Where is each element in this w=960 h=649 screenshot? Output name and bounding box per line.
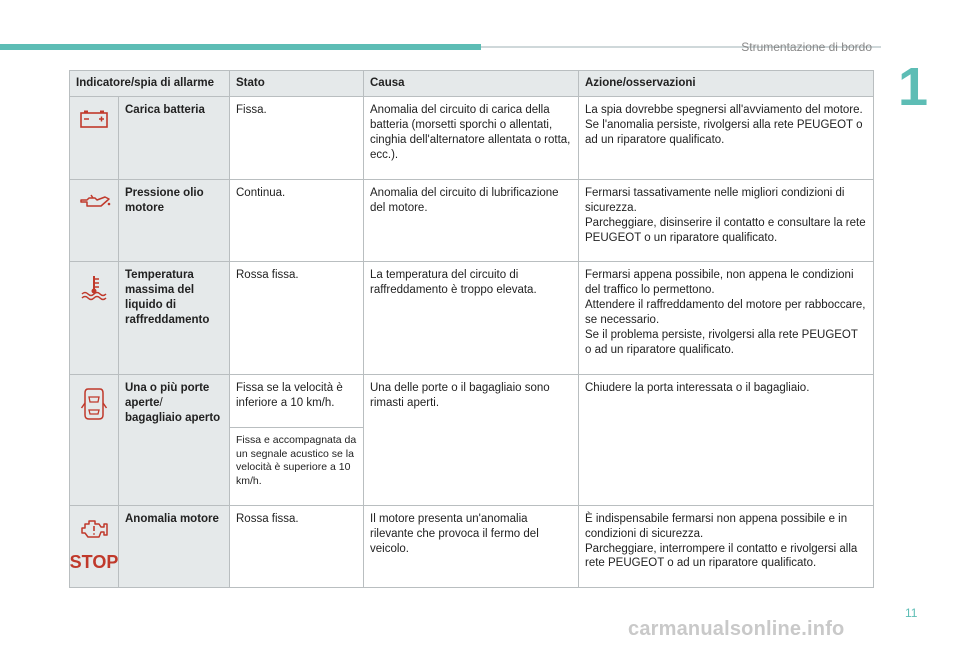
icon-cell bbox=[70, 262, 119, 375]
chapter-number: 1 bbox=[898, 57, 929, 117]
causa-cell: Anomalia del circuito di carica della batteria (morsetti sporchi o allentati, cinghia dell'alternatore allentata o rotta, ecc.). bbox=[364, 96, 579, 179]
table-row bbox=[70, 375, 874, 428]
stop-text: STOP bbox=[69, 551, 119, 572]
indicator-name: Carica batteria bbox=[119, 96, 230, 179]
azione-cell: È indispensabile fermarsi non appena possibile e in condizioni di sicurezza. Parcheggiare, interrompere il contatto e rivolgersi alla rete PEUGEOT o ad un riparatore qualificato. bbox=[579, 505, 874, 588]
open-door-icon bbox=[81, 387, 107, 421]
column-header-stato: Stato bbox=[230, 71, 364, 97]
causa-cell: Una delle porte o il bagagliaio sono rimasti aperti. bbox=[364, 375, 579, 506]
stato-cell: Rossa fissa. bbox=[230, 262, 364, 375]
table-header-row bbox=[70, 71, 874, 97]
page-number: 11 bbox=[905, 606, 918, 620]
section-title: Strumentazione di bordo bbox=[741, 40, 872, 54]
warning-lights-table bbox=[69, 70, 874, 588]
table-row bbox=[70, 179, 874, 262]
table-row bbox=[70, 262, 874, 375]
watermark: carmanualsonline.info bbox=[628, 618, 845, 640]
azione-cell: Chiudere la porta interessata o il bagagliaio. bbox=[579, 375, 874, 506]
causa-cell: Il motore presenta un'anomalia rilevante che provoca il fermo del veicolo. bbox=[364, 505, 579, 588]
stato-cell: Continua. bbox=[230, 179, 364, 262]
indicator-name bbox=[119, 375, 230, 506]
causa-cell: Anomalia del circuito di lubrificazione del motore. bbox=[364, 179, 579, 262]
indicator-name-part: Una o più porte aperte bbox=[125, 382, 210, 409]
icon-cell bbox=[70, 96, 119, 179]
causa-cell: La temperatura del circuito di raffreddamento è troppo elevata. bbox=[364, 262, 579, 375]
indicator-name-separator: / bbox=[159, 397, 163, 409]
stato-cell: Fissa se la velocità è inferiore a 10 km/h. bbox=[230, 375, 364, 428]
table-row bbox=[70, 96, 874, 179]
stop-icon bbox=[69, 551, 119, 572]
indicator-name: Temperatura massima del liquido di raffreddamento bbox=[119, 262, 230, 375]
icon-cell bbox=[70, 179, 119, 262]
azione-cell: Fermarsi appena possibile, non appena le condizioni del traffico lo permettono. Attendere il raffreddamento del motore per rabboccare, se necessario. Se il problema persiste, rivolgersi alla rete PEUGEOT o ad un riparatore qualificato. bbox=[579, 262, 874, 375]
column-header-causa: Causa bbox=[364, 71, 579, 97]
battery-icon bbox=[79, 109, 109, 129]
indicator-name: Anomalia motore bbox=[119, 505, 230, 588]
column-header-indicator: Indicatore/spia di allarme bbox=[70, 71, 230, 97]
oil-can-icon bbox=[77, 192, 111, 210]
azione-cell: Fermarsi tassativamente nelle migliori condizioni di sicurezza. Parcheggiare, disinserire il contatto e consultare la rete PEUGEOT o un riparatore qualificato. bbox=[579, 179, 874, 262]
column-header-azione: Azione/osservazioni bbox=[579, 71, 874, 97]
icon-cell bbox=[70, 375, 119, 506]
stato-cell: Fissa e accompagnata da un segnale acustico se la velocità è superiore a 10 km/h. bbox=[230, 428, 364, 506]
indicator-name-part: bagagliaio aperto bbox=[125, 411, 221, 424]
icon-cell bbox=[70, 505, 119, 588]
table-row bbox=[70, 505, 874, 588]
coolant-temperature-icon bbox=[79, 274, 109, 300]
indicator-name: Pressione olio motore bbox=[119, 179, 230, 262]
engine-fault-icon bbox=[79, 518, 109, 540]
azione-cell: La spia dovrebbe spegnersi all'avviamento del motore. Se l'anomalia persiste, rivolgersi alla rete PEUGEOT o ad un riparatore qualificato. bbox=[579, 96, 874, 179]
header-accent-bar bbox=[0, 44, 481, 50]
stato-cell: Fissa. bbox=[230, 96, 364, 179]
stato-cell: Rossa fissa. bbox=[230, 505, 364, 588]
